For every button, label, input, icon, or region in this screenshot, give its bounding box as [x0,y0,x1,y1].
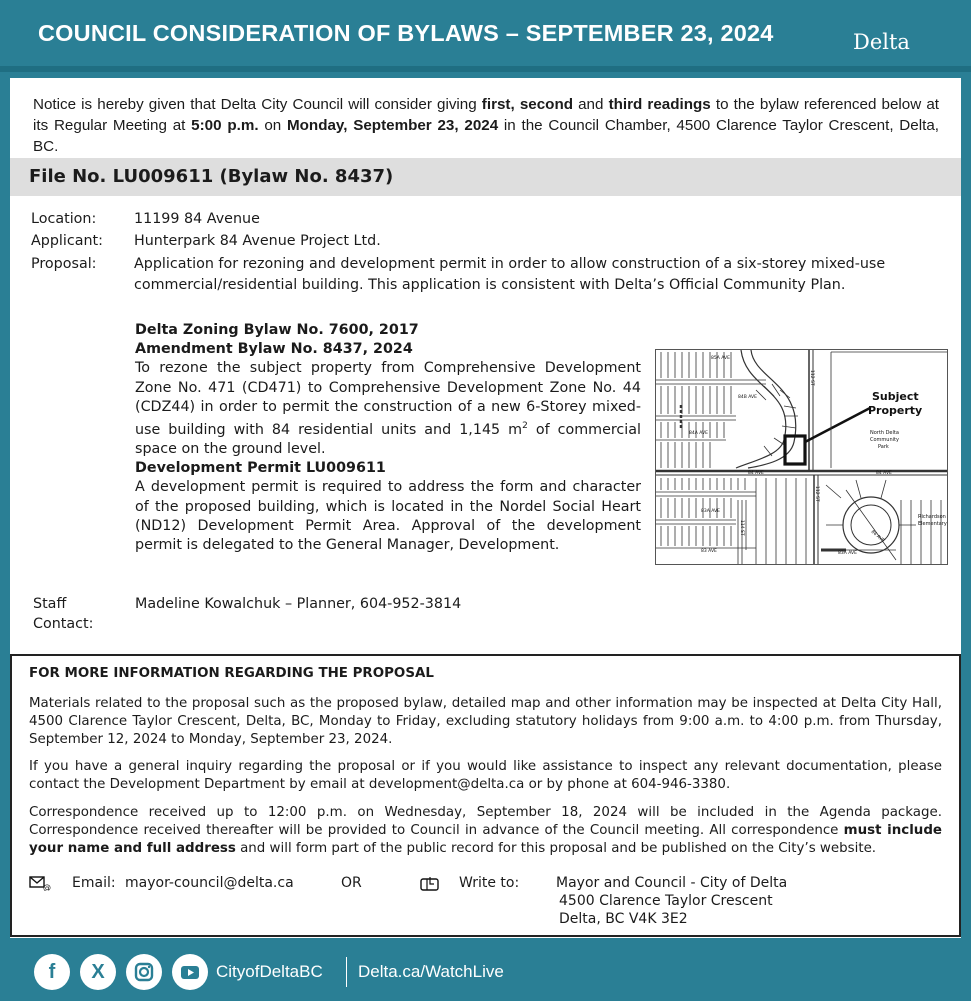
correspondence-paragraph: Correspondence received up to 12:00 p.m. on Wednesday, September 18, 2024 will be included in the Agenda package. Correspondence received thereafter will be provided to Council in advance of the Council meeting. All correspondence must include your name and full address and will form part of the public record for this proposal and be published on the City’s website. [29,805,942,857]
youtube-icon[interactable] [172,954,208,990]
location-value: 11199 84 Avenue [134,211,260,227]
dp-text: A development permit is required to address the form and character of the proposed building, which is located in the Nordel Social Heart (ND12) Development Permit Area. Approval of the development permit is delegated to the General Manager, Development. [135,479,641,553]
mail-icon [420,876,440,896]
staff-contact-value: Madeline Kowalchuk – Planner, 604-952-3814 [135,596,462,612]
more-info-box [10,654,961,937]
svg-text:112 ST: 112 ST [809,370,814,386]
proposal-label: Proposal: [31,256,97,272]
watch-live-link[interactable]: Delta.ca/WatchLive [358,962,504,981]
location-map [655,349,948,565]
svg-text:Richardson: Richardson [918,514,946,520]
svg-text:Elementary: Elementary [918,521,947,527]
svg-text:112 ST: 112 ST [814,486,819,502]
footer-divider [346,957,347,987]
svg-text:83 AVE: 83 AVE [701,549,717,554]
svg-text:Community: Community [870,437,899,443]
instagram-icon[interactable] [126,954,162,990]
page-title: COUNCIL CONSIDERATION OF BYLAWS – SEPTEMBER 23, 2024 [38,20,774,46]
or-text: OR [341,875,362,891]
social-handle[interactable]: CityofDeltaBC [216,962,323,981]
inquiry-paragraph: If you have a general inquiry regarding the proposal or if you would like assistance to inspect any relevant documentation, please contact the Development Department by email at development@delta.ca or by phone at 604-946-3380. [29,759,942,793]
header-banner [0,0,971,72]
proposal-value: Application for rezoning and development permit in order to allow construction of a six-storey mixed-use commercial/residential building. This application is consistent with Delta’s Official Community Plan. [134,256,886,293]
svg-text:86 AVE: 86 AVE [869,529,886,544]
file-title: File No. LU009611 (Bylaw No. 8437) [29,166,394,187]
applicant-label: Applicant: [31,233,103,249]
bylaw-heading-amendment: Amendment Bylaw No. 8437, 2024 [135,341,413,358]
email-label: Email: [72,875,116,891]
svg-text:@: @ [43,883,51,891]
address-line-1: Mayor and Council - City of Delta [556,875,788,891]
email-link[interactable]: mayor-council@delta.ca [125,875,294,891]
staff-contact-label: Staff Contact: [33,596,94,632]
address-line-2: 4500 Clarence Taylor Crescent [559,893,773,909]
map-drawing [656,350,948,565]
svg-text:114 ST: 114 ST [739,520,744,536]
file-title-bar [10,158,961,196]
applicant-value: Hunterpark 84 Avenue Project Ltd. [134,233,381,249]
more-info-title: FOR MORE INFORMATION REGARDING THE PROPOSAL [29,666,434,681]
svg-text:Park: Park [878,444,889,450]
svg-text:84 AVE: 84 AVE [876,471,892,476]
svg-text:83A AVE: 83A AVE [701,509,720,514]
svg-text:84 AVE: 84 AVE [748,471,764,476]
materials-paragraph: Materials related to the proposal such as the proposed bylaw, detailed map and other information may be inspected at Delta City Hall, 4500 Clarence Taylor Crescent, Delta, BC, Monday to Friday, excluding statutory holidays from 9:00 a.m. to 4:00 p.m. from Thursday, September 12, 2024 to Monday, September 23, 2024. [29,696,942,748]
notice-panel [10,78,961,938]
email-icon [29,875,51,895]
rezoning-text: To rezone the subject property from Comprehensive Development Zone No. 471 (CD471) to Comprehensive Development Zone No. 44 (CDZ44) in order to permit the construction of a new 6-Storey mixed-use building with 84 residential units and 1,145 $m^2$ of commercial space on the ground level. [135,360,641,457]
facebook-icon[interactable]: f [34,954,70,990]
address-line-3: Delta, BC V4K 3E2 [559,911,688,927]
contact-row [29,875,942,935]
bylaw-heading-zoning: Delta Zoning Bylaw No. 7600, 2017 [135,322,419,338]
svg-text:84A AVE: 84A AVE [689,431,708,436]
x-icon[interactable]: X [80,954,116,990]
svg-text:83A AVE: 83A AVE [838,551,857,556]
notice-paragraph: Notice is hereby given that Delta City Council will consider giving first, second and third readings to the bylaw referenced below at its Regular Meeting at 5:00 p.m. on Monday, September 23, 2024 in the Council Chamber, 4500 Clarence Taylor Crescent, Delta, BC. [33,96,940,155]
map-subject-label-2: Property [868,404,923,417]
svg-text:North Delta: North Delta [870,430,899,436]
map-subject-label: Subject [872,390,919,403]
write-to-label: Write to: [459,875,520,891]
svg-text:84B AVE: 84B AVE [738,395,757,400]
delta-logo: Delta [853,30,910,54]
location-label: Location: [31,211,97,227]
svg-text:85A AVE: 85A AVE [711,356,730,361]
bylaw-description [135,321,641,555]
dp-heading: Development Permit LU009611 [135,460,386,477]
